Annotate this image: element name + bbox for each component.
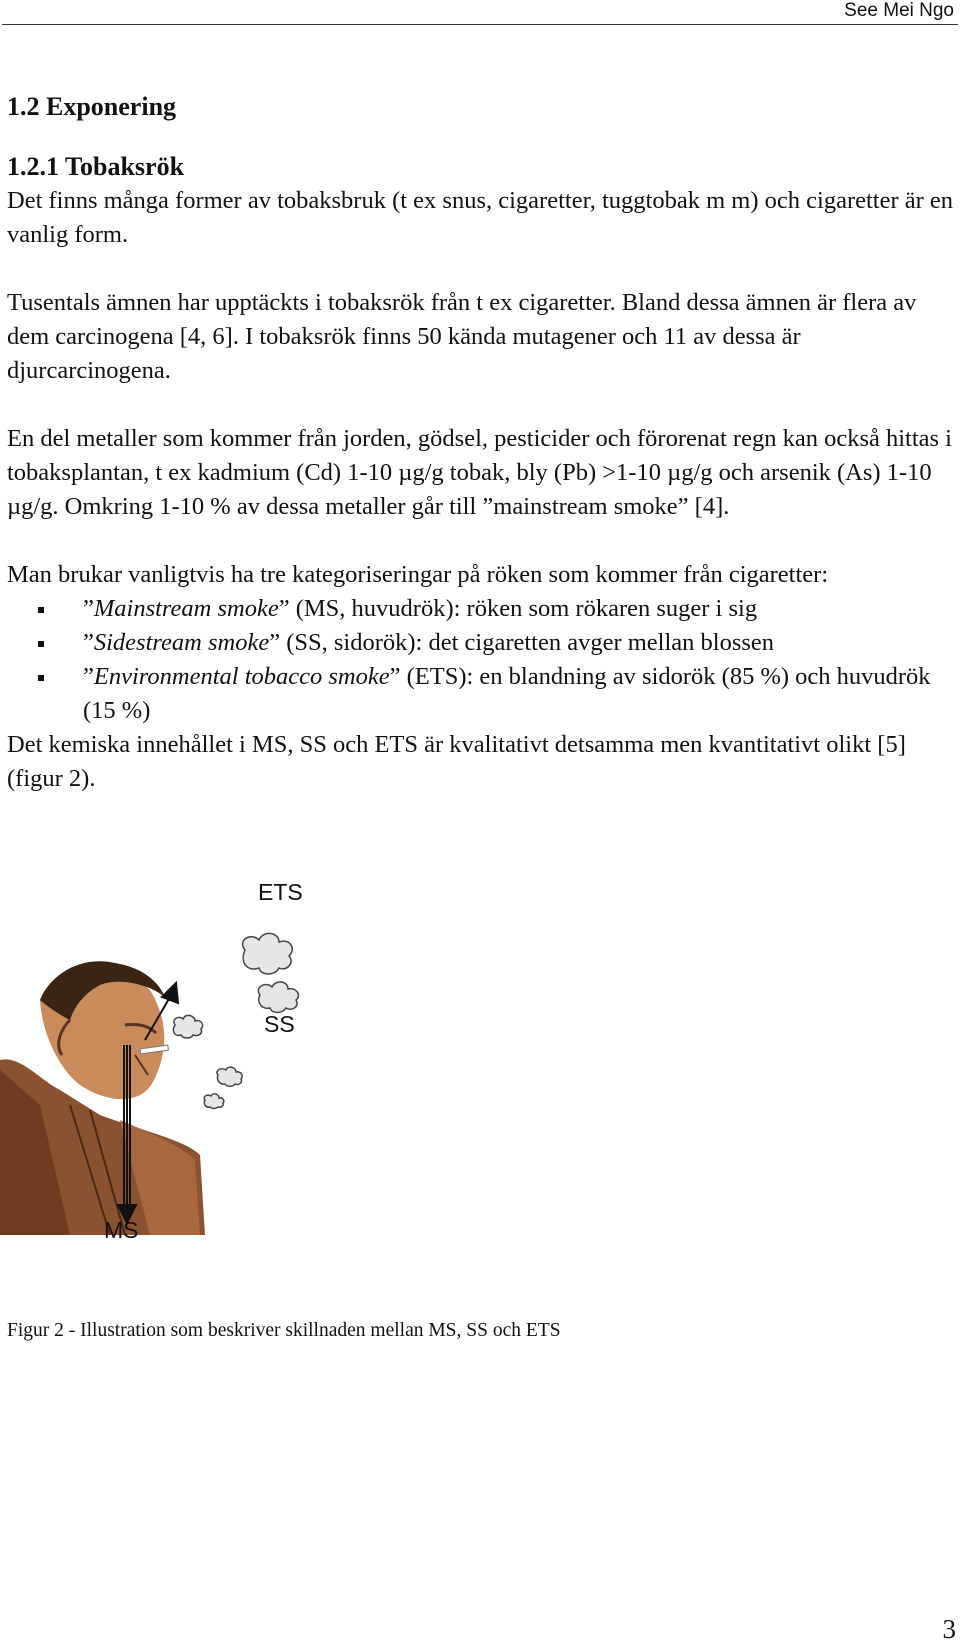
paragraph-2: Tusentals ämnen har upptäckts i tobaksrök från t ex cigaretter. Bland dessa ämnen är flera av dem carcinogena [4, 6]. I tobaksrök finns 50 kända mutagener och 11 av dessa är djurcarcinogena. [7, 289, 917, 384]
bullet-open-quote: ” [83, 663, 94, 690]
subsection-title: 1.2.1 Tobaksrök [7, 152, 185, 181]
ms-label: MS [104, 1217, 139, 1243]
list-item [7, 660, 955, 728]
bullet-square-icon [38, 641, 44, 647]
paragraph-1: Det finns många former av tobaksbruk (t ex snus, cigaretter, tuggtobak m m) och cigaretter är en vanlig form. [7, 187, 954, 248]
bullet-text: ” (MS, huvudrök): röken som rökaren suger i sig [278, 595, 758, 622]
closing-paragraph: Det kemiska innehållet i MS, SS och ETS är kvalitativt detsamma men kvantitativt olikt [5] (figur 2). [7, 731, 906, 792]
ss-label: SS [264, 1011, 295, 1037]
paragraph-3: En del metaller som kommer från jorden, gödsel, pesticider och förorenat regn kan också hittas i tobaksplantan, t ex kadmium (Cd) 1-10 µg/g tobak, bly (Pb) >1-10 µg/g och arsenik (As) 1-10 µg/g. Omkring 1-10 % av dessa metaller går till ”mainstream smoke” [4]. [7, 425, 952, 520]
bullet-text: ” (ETS): en blandning av sidorök (85 %) och huvudrök (15 %) [83, 663, 931, 724]
bullet-term: Mainstream smoke [93, 595, 279, 622]
bullet-square-icon [38, 607, 44, 613]
section-title: 1.2 Exponering [7, 92, 177, 121]
list-item [7, 626, 955, 660]
paragraph-4: Man brukar vanligtvis ha tre kategoriseringar på röken som kommer från cigaretter: [7, 561, 829, 588]
bullet-open-quote: ” [83, 629, 94, 656]
header-rule [2, 24, 958, 25]
bullet-square-icon [38, 675, 44, 681]
page-number: 3 [942, 1614, 956, 1644]
page-content [7, 90, 955, 796]
header-author: See Mei Ngo [844, 0, 954, 21]
smoke-illustration-drawing [0, 905, 340, 1315]
figure-caption: Figur 2 - Illustration som beskriver skillnaden mellan MS, SS och ETS [7, 1320, 561, 1341]
bullet-open-quote: ” [83, 595, 94, 622]
list-item [7, 592, 955, 626]
bullet-term: Environmental tobacco smoke [93, 663, 390, 690]
bullet-term: Sidestream smoke [93, 629, 270, 656]
smoke-category-list [7, 592, 955, 728]
ets-label: ETS [258, 879, 303, 905]
bullet-text: ” (SS, sidorök): det cigaretten avger mellan blossen [269, 629, 775, 656]
smoke-illustration [0, 879, 340, 1315]
